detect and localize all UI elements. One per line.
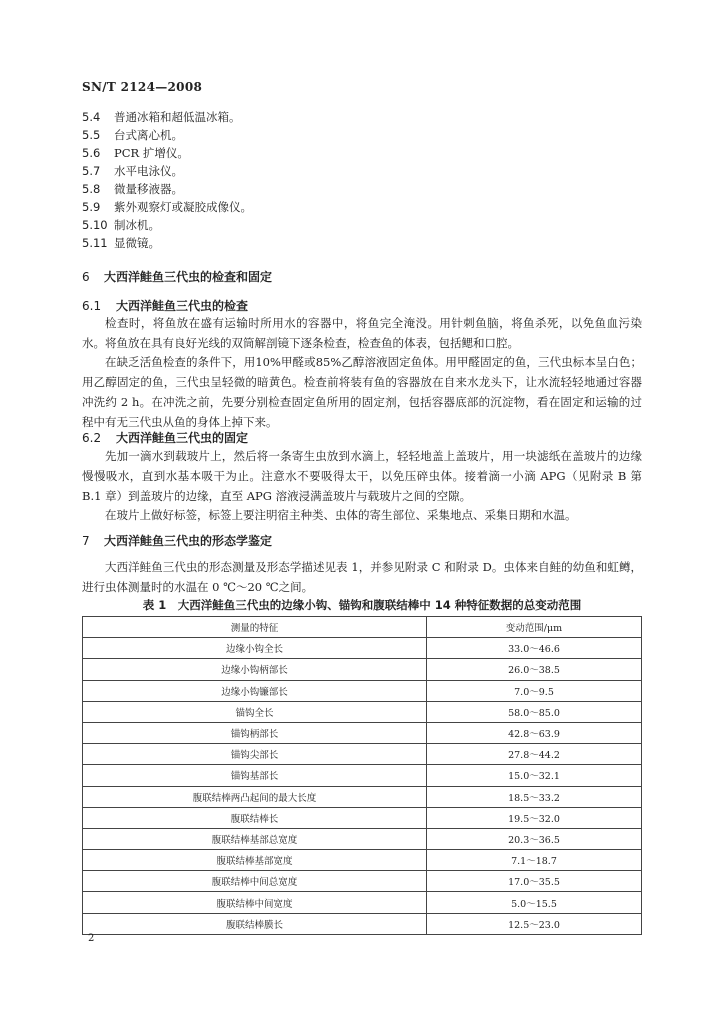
item-text: 制冰机。 xyxy=(114,218,160,232)
feature-cell: 边缘小钩镰部长 xyxy=(83,680,427,701)
paragraph: 在玻片上做好标签，标签上要注明宿主种类、虫体的寄生部位、采集地点、采集日期和水温。 xyxy=(105,508,577,522)
table-row xyxy=(83,744,642,765)
feature-cell: 边缘小钩柄部长 xyxy=(83,659,427,680)
list-item xyxy=(82,127,183,144)
feature-cell: 腹联结棒基部总宽度 xyxy=(83,828,427,849)
item-number: 5.6 xyxy=(82,146,101,160)
document-code: SN/T 2124—2008 xyxy=(82,80,203,94)
item-number: 5.5 xyxy=(82,128,101,142)
table-row xyxy=(83,701,642,722)
range-cell: 12.5～23.0 xyxy=(427,913,642,934)
section-7-heading xyxy=(82,532,272,549)
paragraph: 在缺乏活鱼检查的条件下，用10%甲醛或85%乙醇溶液固定鱼体。用甲醛固定的鱼，三代虫标本呈白色；用乙醇固定的鱼，三代虫呈轻微的暗黄色。检查前将装有鱼的容器放在自来水龙头下，让水流轻轻地通过容器冲洗约 2 h。在冲洗之前，先要分别检查固定鱼所用的固定剂，包括容器底部的沉淀物，看在固定和运输的过程中有无三代虫从鱼的身体上掉下来。 xyxy=(82,355,642,429)
list-item xyxy=(82,235,160,252)
section-title: 大西洋鲑鱼三代虫的形态学鉴定 xyxy=(104,534,273,548)
feature-cell: 锚钩基部长 xyxy=(83,765,427,786)
list-item xyxy=(82,145,189,162)
list-item xyxy=(82,109,241,126)
table-row xyxy=(83,871,642,892)
item-number: 5.4 xyxy=(82,110,101,124)
feature-cell: 边缘小钩全长 xyxy=(83,638,427,659)
range-cell: 5.0～15.5 xyxy=(427,892,642,913)
page-number: 2 xyxy=(88,933,95,944)
section-number: 6.1 xyxy=(82,299,102,313)
range-cell: 26.0～38.5 xyxy=(427,659,642,680)
section-number: 6.2 xyxy=(82,431,102,445)
range-cell: 58.0～85.0 xyxy=(427,701,642,722)
item-text: 台式离心机。 xyxy=(114,128,183,142)
range-cell: 7.1～18.7 xyxy=(427,850,642,871)
feature-cell: 锚钩全长 xyxy=(83,701,427,722)
table-row xyxy=(83,765,642,786)
table-header-row xyxy=(83,617,642,638)
section-6-heading xyxy=(82,268,272,285)
feature-cell: 腹联结棒长 xyxy=(83,807,427,828)
table-row xyxy=(83,722,642,743)
measurement-table xyxy=(82,616,642,935)
table-row xyxy=(83,828,642,849)
feature-cell: 腹联结棒基部宽度 xyxy=(83,850,427,871)
range-cell: 15.0～32.1 xyxy=(427,765,642,786)
section-6-1-heading xyxy=(82,297,248,314)
list-item xyxy=(82,181,183,198)
item-number: 5.7 xyxy=(82,164,101,178)
list-item xyxy=(82,199,252,216)
table-row xyxy=(83,680,642,701)
section-number: 7 xyxy=(82,534,90,548)
range-cell: 17.0～35.5 xyxy=(427,871,642,892)
range-cell: 33.0～46.6 xyxy=(427,638,642,659)
feature-cell: 腹联结棒两凸起间的最大长度 xyxy=(83,786,427,807)
range-cell: 42.8～63.9 xyxy=(427,722,642,743)
range-cell: 18.5～33.2 xyxy=(427,786,642,807)
paragraph: 检查时，将鱼放在盛有运输时所用水的容器中，将鱼完全淹没。用针刺鱼脑，将鱼杀死，以免鱼血污染水。将鱼放在具有良好光线的双筒解剖镜下逐条检查，检查鱼的体表，包括鳃和口腔。 xyxy=(82,316,642,350)
item-number: 5.11 xyxy=(82,236,108,250)
range-cell: 27.8～44.2 xyxy=(427,744,642,765)
range-cell: 19.5～32.0 xyxy=(427,807,642,828)
list-item xyxy=(82,217,160,234)
table-row xyxy=(83,913,642,934)
item-number: 5.9 xyxy=(82,200,101,214)
item-number: 5.8 xyxy=(82,182,101,196)
range-cell: 7.0～9.5 xyxy=(427,680,642,701)
table-row xyxy=(83,807,642,828)
section-title: 大西洋鲑鱼三代虫的检查 xyxy=(116,299,249,313)
item-text: 普通冰箱和超低温冰箱。 xyxy=(114,110,241,124)
section-number: 6 xyxy=(82,270,90,284)
column-header: 测量的特征 xyxy=(83,617,427,638)
list-item xyxy=(82,163,183,180)
item-text: 水平电泳仪。 xyxy=(114,164,183,178)
section-title: 大西洋鲑鱼三代虫的检查和固定 xyxy=(104,270,273,284)
item-number: 5.10 xyxy=(82,218,108,232)
section-6-2-heading xyxy=(82,429,248,446)
paragraph: 先加一滴水到载玻片上，然后将一条寄生虫放到水滴上，轻轻地盖上盖玻片，用一块滤纸在盖玻片的边缘慢慢吸水，直到水基本吸干为止。注意水不要吸得太干，以免压碎虫体。接着滴一小滴 APG（见附录 B 第 B.1 章）到盖玻片的边缘，直至 APG 溶液浸满盖玻片与载玻片之间的空隙。 xyxy=(82,449,642,503)
range-cell: 20.3～36.5 xyxy=(427,828,642,849)
item-text: 紫外观察灯或凝胶成像仪。 xyxy=(114,200,252,214)
feature-cell: 腹联结棒中间宽度 xyxy=(83,892,427,913)
table-row xyxy=(83,659,642,680)
feature-cell: 腹联结棒膜长 xyxy=(83,913,427,934)
item-text: 显微镜。 xyxy=(114,236,160,250)
section-title: 大西洋鲑鱼三代虫的固定 xyxy=(116,431,249,445)
item-text: PCR 扩增仪。 xyxy=(114,146,189,160)
column-header: 变动范围/μm xyxy=(427,617,642,638)
table-row xyxy=(83,786,642,807)
table-row xyxy=(83,638,642,659)
feature-cell: 腹联结棒中间总宽度 xyxy=(83,871,427,892)
table-row xyxy=(83,850,642,871)
table-row xyxy=(83,892,642,913)
item-text: 微量移液器。 xyxy=(114,182,183,196)
feature-cell: 锚钩柄部长 xyxy=(83,722,427,743)
feature-cell: 锚钩尖部长 xyxy=(83,744,427,765)
table-caption: 表 1 大西洋鲑鱼三代虫的边缘小钩、锚钩和腹联结棒中 14 种特征数据的总变动范围 xyxy=(142,598,582,612)
paragraph: 大西洋鲑鱼三代虫的形态测量及形态学描述见表 1，并参见附录 C 和附录 D。虫体来自鲑的幼鱼和虹鳟，进行虫体测量时的水温在 0 ℃～20 ℃之间。 xyxy=(82,560,642,594)
